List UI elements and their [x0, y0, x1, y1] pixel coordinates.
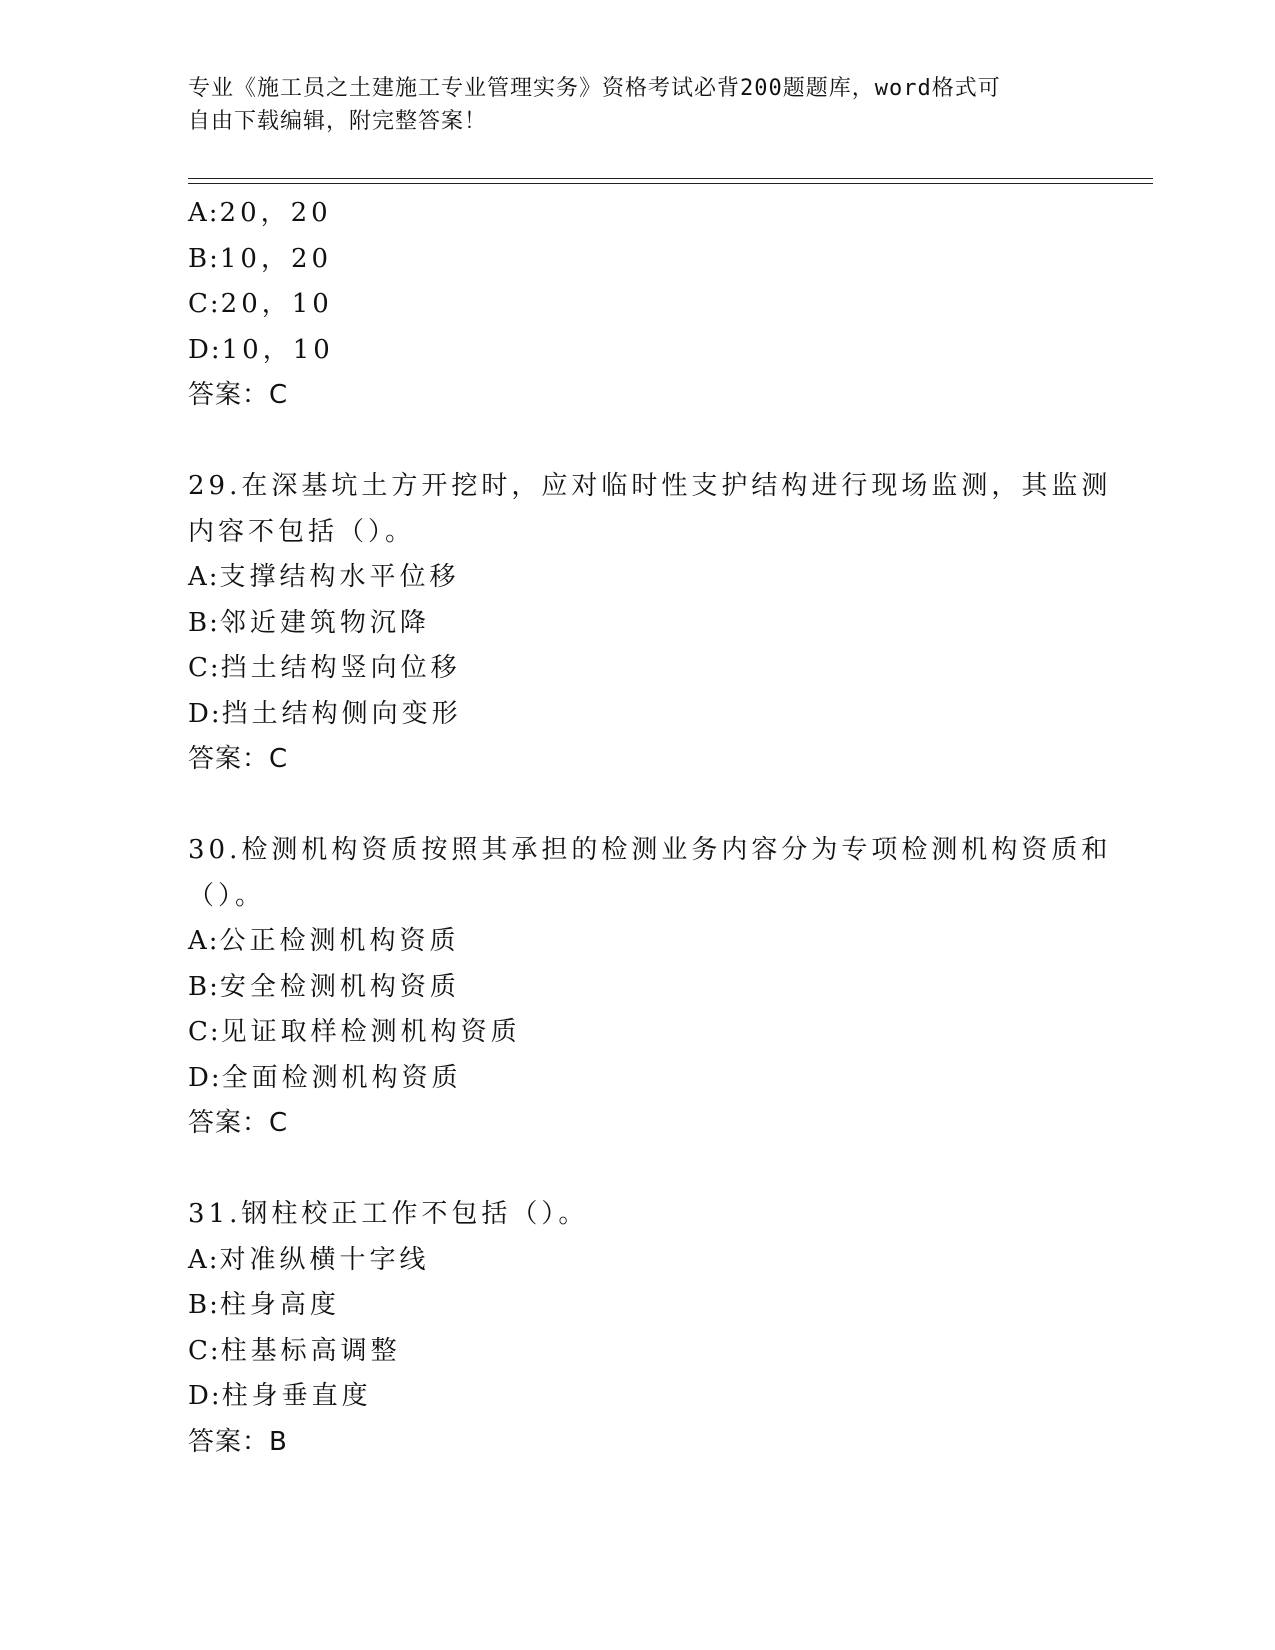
question-block-29: [188, 464, 1112, 783]
option-letter: A:: [188, 926, 220, 956]
option-row: [188, 1056, 1088, 1102]
option-row: [188, 1283, 1088, 1329]
option-text: 全面检测机构资质: [221, 1062, 462, 1093]
option-letter: D:: [188, 1062, 222, 1093]
question-stem: 29.在深基坑土方开挖时，应对临时性支护结构进行现场监测，其监测: [188, 471, 1112, 501]
question-block-30: [188, 828, 1112, 1147]
option-row: [188, 237, 1088, 283]
header-divider-top: [188, 178, 1153, 179]
answer-line: 答案：C: [188, 744, 289, 774]
answer-line: 答案：C: [188, 1108, 289, 1138]
option-row: [188, 919, 1088, 965]
option-text: 10，10: [221, 334, 334, 365]
answer-line: 答案：C: [188, 380, 289, 410]
question-stem: 30.检测机构资质按照其承担的检测业务内容分为专项检测机构资质和: [188, 835, 1112, 865]
option-row: [188, 1238, 1088, 1284]
option-letter: C:: [188, 1017, 221, 1047]
option-text: 20，10: [220, 289, 333, 319]
question-stem-continued: 内容不包括（）。: [188, 516, 416, 547]
option-text: 挡土结构竖向位移: [220, 653, 461, 683]
question-stem-continued: （）。: [188, 880, 266, 911]
option-row: [188, 1010, 1088, 1056]
option-row: [188, 191, 1088, 237]
option-text: 安全检测机构资质: [219, 971, 460, 1002]
header-divider-bottom: [188, 183, 1153, 184]
option-text: 柱身垂直度: [221, 1381, 372, 1411]
option-row: [188, 282, 1088, 328]
option-letter: A:: [188, 1244, 220, 1275]
option-letter: A:: [188, 198, 220, 228]
option-text: 柱基标高调整: [220, 1335, 401, 1366]
answer-line: 答案：B: [188, 1426, 288, 1457]
option-row: [188, 1374, 1088, 1420]
option-row: [188, 555, 1088, 601]
question-block-continued: [188, 191, 1088, 419]
option-row: [188, 601, 1088, 647]
spacer: [188, 419, 1088, 465]
option-text: 邻近建筑物沉降: [219, 607, 430, 638]
header-title-line-1: 专业《施工员之土建施工专业管理实务》资格考试必背200题题库，word格式可: [188, 76, 1001, 101]
spacer: [188, 783, 1088, 829]
option-letter: B:: [188, 243, 220, 274]
option-row: [188, 328, 1088, 374]
option-letter: C:: [188, 289, 221, 319]
question-list: [188, 191, 1112, 1465]
option-letter: D:: [188, 698, 222, 729]
option-text: 10，20: [219, 243, 333, 274]
option-letter: C:: [188, 653, 221, 683]
option-letter: D:: [188, 334, 222, 365]
option-text: 柱身高度: [219, 1290, 340, 1320]
option-letter: B:: [188, 971, 220, 1002]
question-stem: 31.钢柱校正工作不包括（）。: [188, 1199, 589, 1229]
question-block-31: [188, 1192, 1088, 1465]
spacer: [188, 1147, 1088, 1193]
document-header: [188, 72, 1068, 138]
option-row: [188, 1329, 1088, 1375]
option-row: [188, 692, 1088, 738]
option-text: 对准纵横十字线: [219, 1244, 430, 1275]
option-text: 见证取样检测机构资质: [220, 1017, 521, 1047]
header-title-line-2: 自由下载编辑，附完整答案！: [188, 109, 488, 134]
option-letter: D:: [188, 1381, 222, 1411]
option-text: 20，20: [219, 198, 332, 228]
option-letter: A:: [188, 562, 220, 592]
option-letter: B:: [188, 607, 220, 638]
option-text: 挡土结构侧向变形: [221, 698, 462, 729]
option-row: [188, 965, 1088, 1011]
option-letter: C:: [188, 1335, 221, 1366]
option-text: 公正检测机构资质: [219, 926, 460, 956]
option-letter: B:: [188, 1290, 220, 1320]
option-row: [188, 646, 1088, 692]
option-text: 支撑结构水平位移: [219, 562, 460, 592]
